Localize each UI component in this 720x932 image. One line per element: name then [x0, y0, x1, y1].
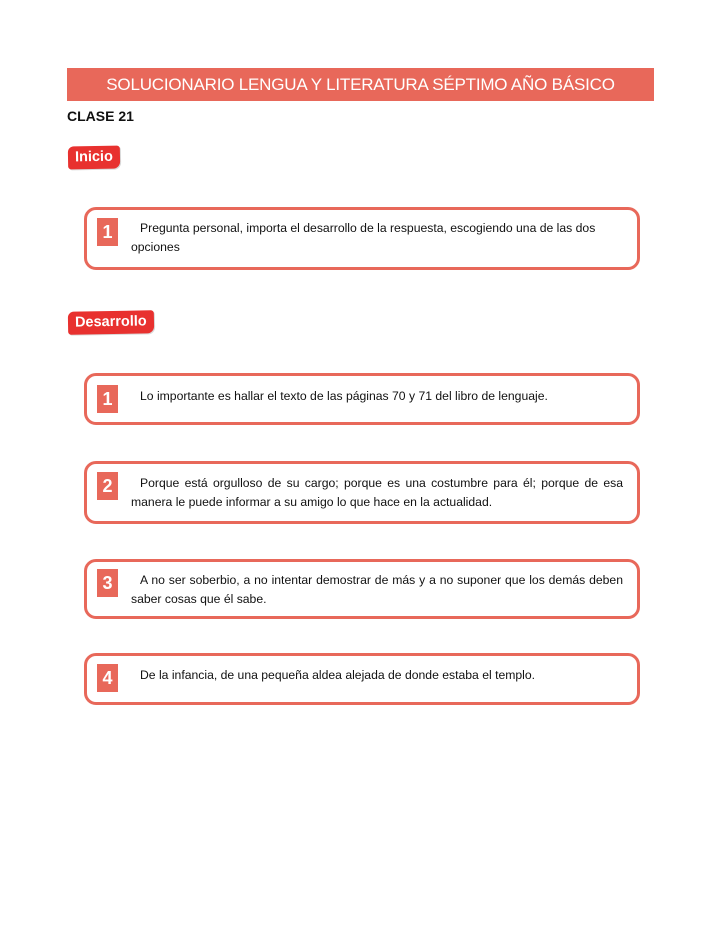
answer-box-inicio-1 — [84, 207, 640, 270]
answer-number: 2 — [97, 472, 118, 500]
answer-number: 1 — [97, 385, 118, 413]
answer-text: Pregunta personal, importa el desarrollo de la respuesta, escogiendo una de las dos opciones — [131, 221, 596, 254]
answer-text: Porque está orgulloso de su cargo; porque es una costumbre para él; porque de esa manera le puede informar a su amigo lo que hace en la actualidad. — [131, 476, 623, 509]
answer-box-desarrollo-2 — [84, 461, 640, 524]
answer-text: De la infancia, de una pequeña aldea alejada de donde estaba el templo. — [140, 668, 536, 682]
page-title: SOLUCIONARIO LENGUA Y LITERATURA SÉPTIMO AÑO BÁSICO — [67, 68, 654, 101]
answer-box-desarrollo-1 — [84, 373, 640, 425]
class-label: CLASE 21 — [67, 108, 134, 124]
answer-box-desarrollo-3 — [84, 559, 640, 619]
section-tag-inicio: Inicio — [68, 146, 120, 170]
answer-number: 1 — [97, 218, 118, 246]
answer-number: 3 — [97, 569, 118, 597]
answer-number: 4 — [97, 664, 118, 692]
answer-box-desarrollo-4 — [84, 653, 640, 705]
answer-text: Lo importante es hallar el texto de las páginas 70 y 71 del libro de lenguaje. — [140, 389, 548, 403]
section-tag-desarrollo: Desarrollo — [68, 310, 154, 334]
answer-text: A no ser soberbio, a no intentar demostrar de más y a no suponer que los demás deben saber cosas que él sabe. — [131, 573, 623, 606]
